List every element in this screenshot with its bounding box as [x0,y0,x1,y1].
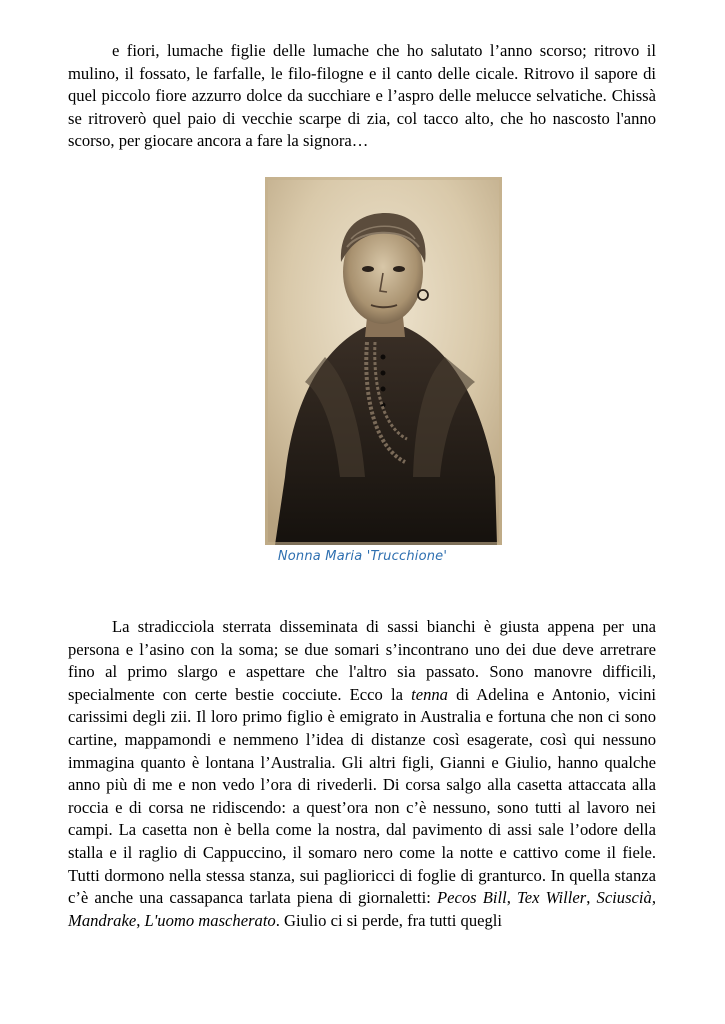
comic-title-tex-willer: Tex Willer [517,888,587,908]
comic-title-pecos-bill: Pecos Bill [436,888,507,908]
separator: , [506,888,518,908]
paragraph-1 [68,40,656,153]
paragraph-2-text-c: . Giulio ci si perde, fra tutti quegli [275,910,503,930]
comic-title-sciuscia: Sciuscià [596,888,652,908]
paragraph-1-text: e fiori, lumache figlie delle lumache che ho salutato l’anno scorso; ritrovo il mulino, il fossato, le farfalle, le filo-filogne e il canto delle cicale. Ritrovo il sapore di quel piccolo fiore azzurro dolce da succhiare e l’aspro delle melucce selvatiche. Chissà se ritroverò quel paio di vecchie scarpe di zia, col tacco alto, che ho nascosto l'anno scorso, per giocare ancora a fare la signora… [68,41,656,151]
comic-title-uomo-mascherato: L'uomo mascherato [144,910,276,930]
italic-word-tenna: tenna [411,684,448,704]
portrait-photo [265,177,502,545]
paragraph-2-text-b: di Adelina e Antonio, vicini carissimi degli zii. Il loro primo figlio è emigrato in Australia e fortuna che non ci sono cartine, mappamondi e nemmeno l’idea di distanze così esagerate, così qui nessuno immagina quanto è lontana l’Australia. Gli altri figli, Gianni e Giulio, hanno qualche anno più di me e non vedo l’ora di rivederli. Di corsa salgo alla casetta attaccata alla roccia e di corsa ne ridiscendo: a quest’ora non c’è nessuno, sono tutti al lavoro nei campi. La casetta non è bella come la nostra, dal pavimento di assi sale l’odore della stalla e il raglio di Cappuccino, il somaro nero come la notte e cattivo come il fiele. Tutti dormono nella stessa stanza, sui paglioricci di foglie di granturco. In quella stanza c’è anche una cassapanca tarlata piena di giornaletti: [68,684,656,908]
separator: , [136,910,145,930]
comic-title-mandrake: Mandrake [68,910,137,930]
photo-caption: Nonna Maria 'Trucchione' [277,549,448,564]
portrait-image [265,177,502,545]
separator: , [586,888,597,908]
separator: , [651,888,656,908]
paragraph-2 [68,616,656,932]
paragraph-2-text-a: La stradicciola sterrata disseminata di sassi bianchi è giusta appena per una persona e l’asino con la soma; se due somari s’incontrano uno dei due deve arretrare fino al primo slargo e aspettare che l'altro sia passato. Sono manovre difficili, specialmente con certe bestie cocciute. Ecco la [68,617,656,704]
